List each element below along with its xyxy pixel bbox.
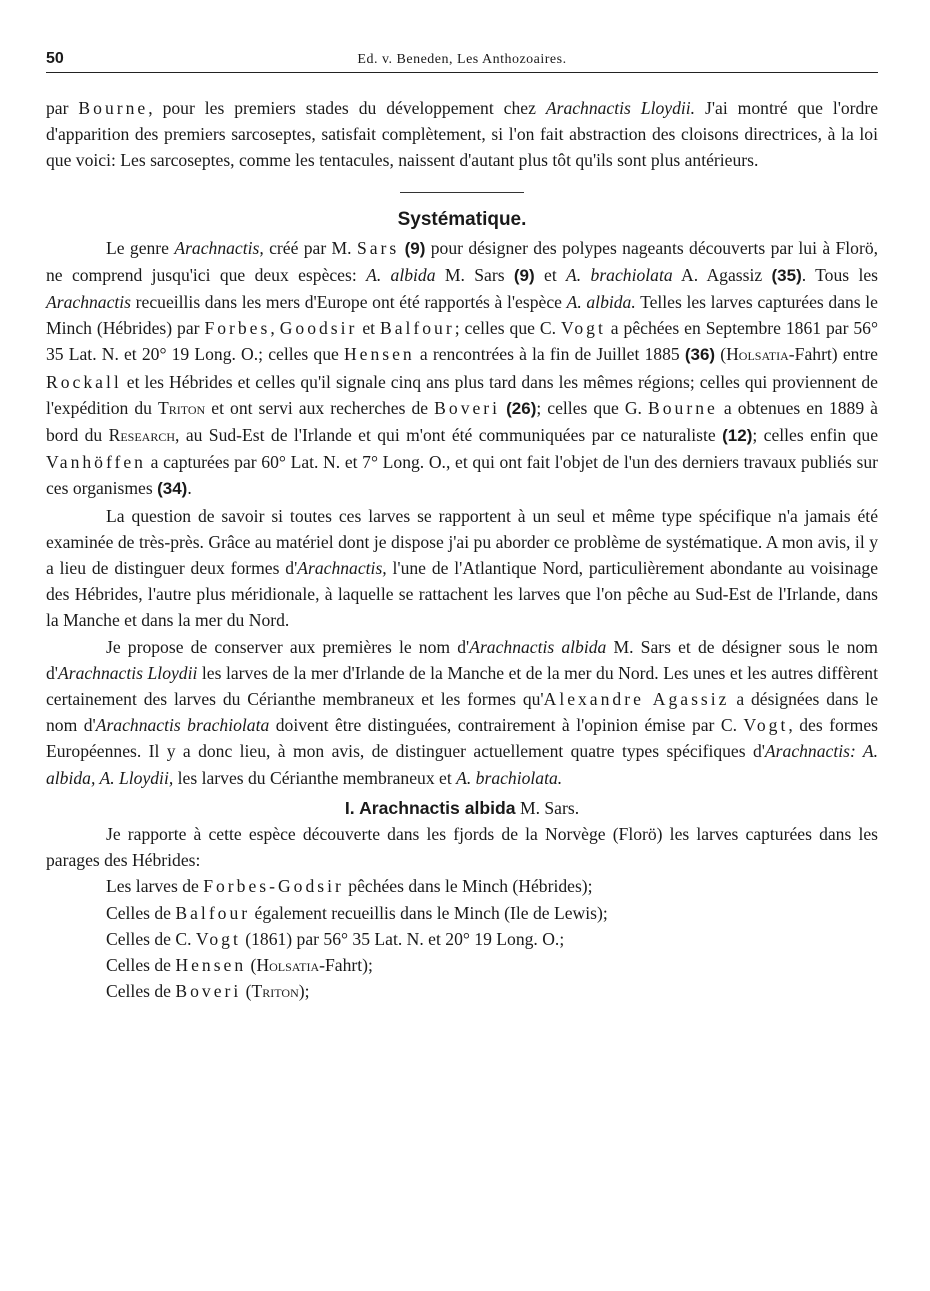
reference: (9) bbox=[404, 238, 426, 258]
species-heading: I. Arachnactis albida M. Sars. bbox=[344, 797, 580, 818]
paragraph-intro: par Bourne, pour les premiers stades du développement chez Arachnactis Lloydii. J'ai montré que l'ordre d'apparition des premiers sarcoseptes, satisfait complètement, si l'on fait abstraction des cloisons directrices, à la loi que voici: Les sarcoseptes, comme les tentacules, naissent d'autant plus tôt qu'ils sont plus antérieurs. bbox=[46, 98, 878, 171]
species-name: Arachnactis Lloydii. bbox=[545, 98, 696, 118]
list-item: Celles de Balfour également recueillis dans le Minch (Ile de Lewis); bbox=[106, 902, 608, 923]
list-item: Celles de Hensen (Holsatia-Fahrt); bbox=[106, 955, 373, 976]
reference: (9) bbox=[513, 265, 535, 285]
list-item: Celles de C. Vogt (1861) par 56° 35 Lat. N. et 20° 19 Long. O.; bbox=[106, 928, 565, 949]
species-heading-name: Arachnactis albida bbox=[359, 797, 516, 818]
paragraph-genus: Le genre Arachnactis, créé par M. Sars (9) pour désigner des polypes nageants découverts par lui à Florö, ne comprend jusqu'ici que deux espèces: A. albida M. Sars (9) et A. brachiolata A. Agassiz (35). Tous les Arachnactis recueillis dans les mers d'Europe ont été rapportés à l'espèce A. albida. Telles les larves capturées dans le Minch (Hébrides) par Forbes, Goodsir et Balfour; celles que C. Vogt a pêchées en Septembre 1861 par 56° 35 Lat. N. et 20° 19 Long. O.; celles que Hensen a rencontrées à la fin de Juillet 1885 (36) (Holsatia-Fahrt) entre Rockall et les Hébrides et celles qu'il signale cinq ans plus tard dans les mêmes régions; celles qui proviennent de l'expédition du Triton et ont servi aux recherches de Boveri (26); celles que G. Bourne a obtenues en 1889 à bord du Research, au Sud-Est de l'Irlande et qui m'ont été communiquées par ce naturaliste (12); celles enfin que Vanhöffen a capturées par 60° Lat. N. et 7° Long. O., et qui ont fait l'objet de l'un des derniers travaux publiés sur ces organismes (34). bbox=[46, 237, 879, 499]
page-number: 50 bbox=[46, 50, 64, 67]
section-divider bbox=[400, 192, 524, 193]
paragraph-species-intro: Je rapporte à cette espèce découverte dans les fjords de la Norvège (Florö) les larves capturées dans les parages des Hébrides: bbox=[46, 824, 878, 871]
reference: (12) bbox=[722, 426, 753, 446]
reference: (26) bbox=[506, 398, 537, 418]
author-name: Bourne bbox=[78, 98, 149, 118]
running-title: Ed. v. Beneden, Les Anthozoaires. bbox=[357, 52, 567, 67]
paragraph-question: La question de savoir si toutes ces larves se rapportent à un seul et même type spécifique n'a jamais été examinée de très-près. Grâce au matériel dont je dispose j'ai pu aborder ce problème de systématique. A mon avis, il y a lieu de distinguer deux formes d'Arachnactis, l'une de l'Atlantique Nord, particulièrement abondante au voisinage des Hébrides, l'autre plus méridionale, à laquelle se rattachent les larves que l'on pêche au Sud-Est de l'Irlande, dans la Manche et dans la mer du Nord. bbox=[46, 505, 879, 631]
page bbox=[46, 50, 878, 1005]
running-header bbox=[46, 50, 878, 73]
reference: (35) bbox=[771, 265, 802, 285]
paragraph-proposal: Je propose de conserver aux premières le nom d'Arachnactis albida M. Sars et de désigner sous le nom d'Arachnactis Lloydii les larves de la mer d'Irlande de la Manche et de la mer du Nord. Les unes et les autres diffèrent certainement des larves du Cérianthe membraneux et les formes qu'Alexandre Agassiz a désignées dans le nom d'Arachnactis brachiolata doivent être distinguées, contrairement à l'opinion émise par C. Vogt, des formes Européennes. Il y a donc lieu, à mon avis, de distinguer actuellement quatre types spécifiques d'Arachnactis: A. albida, A. Lloydii, les larves du Cérianthe membraneux et A. brachiolata. bbox=[46, 636, 879, 788]
section-title: Systématique. bbox=[397, 208, 527, 230]
reference: (36) bbox=[684, 345, 716, 365]
list-item: Celles de Boveri (Triton); bbox=[106, 981, 310, 1002]
reference: (34) bbox=[157, 479, 188, 499]
list-item: Les larves de Forbes-Godsir pêchées dans le Minch (Hébrides); bbox=[106, 876, 593, 897]
body-text bbox=[46, 95, 878, 1005]
